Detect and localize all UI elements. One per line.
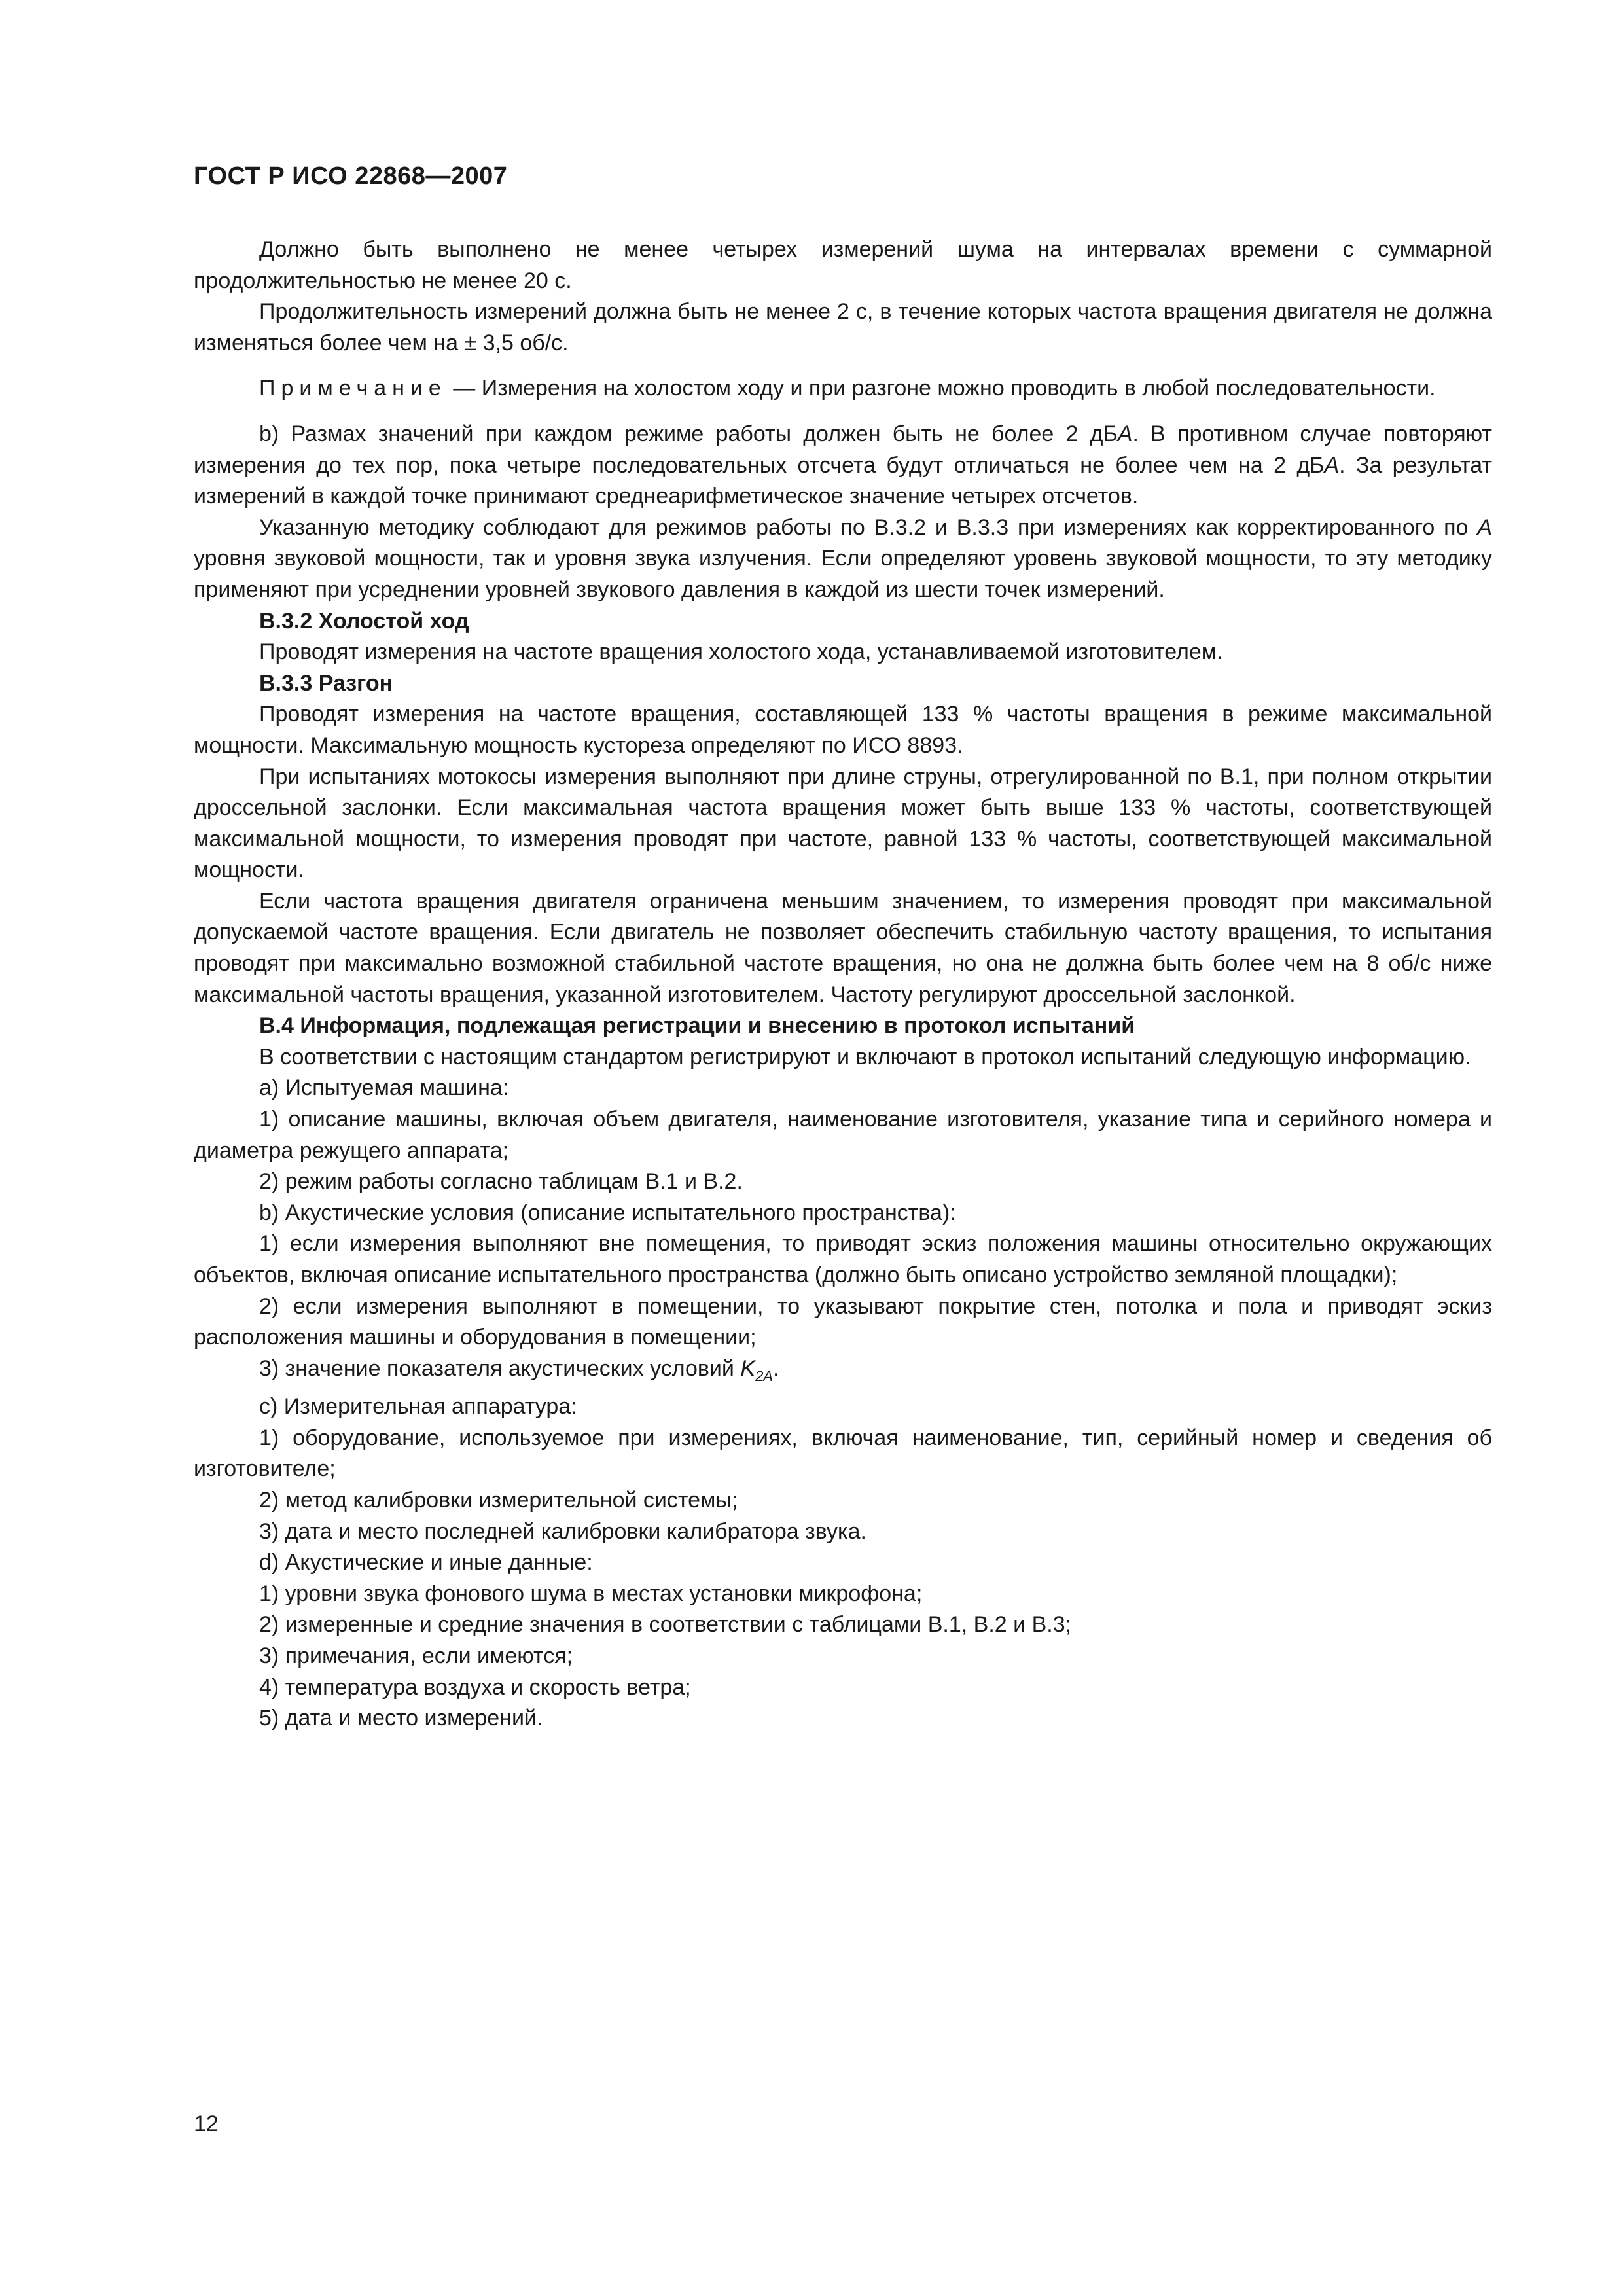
paragraph: Проводят измерения на частоте вращения, составляющей 133 % частоты вращения в режиме максимальной мощности. Максимальную мощность кустореза определяют по ИСО 8893.	[194, 702, 1492, 758]
note-text: — Измерения на холостом ходу и при разгоне можно проводить в любой последовательности.	[446, 376, 1436, 401]
paragraph: Если частота вращения двигателя ограничена меньшим значением, то измерения проводят при максимальной допускаемой частоте вращения. Если двигатель не позволяет обеспечить стабильную частоту вращения, то испытания проводят при максимально возможной стабильной частоте вращения, но она не должна быть более чем на 8 об/с ниже максимальной частоты вращения, указанной изготовителем. Частоту регулируют дроссельной заслонкой.	[194, 888, 1492, 1007]
paragraph: При испытаниях мотокосы измерения выполняют при длине струны, отрегулированной по В.1, при полном открытии дроссельной заслонки. Если максимальная частота вращения может быть выше 133 % частоты, соответствующей максимальной мощности, то измерения проводят при частоте, равной 133 % частоты, соответствующей максимальной мощности.	[194, 764, 1492, 883]
section-heading: В.3.3 Разгон	[259, 670, 393, 696]
list-item: 3) дата и место последней калибровки калибратора звука.	[259, 1518, 866, 1544]
page-number: 12	[194, 2111, 219, 2136]
text-run: 3) значение показателя акустических условий	[259, 1355, 741, 1381]
list-item: b) Акустические условия (описание испытательного пространства):	[259, 1200, 956, 1225]
text-run: .	[772, 1355, 779, 1381]
list-item: а) Испытуемая машина:	[259, 1075, 509, 1101]
italic-symbol: А	[1477, 514, 1492, 540]
list-item: d) Акустические и иные данные:	[259, 1550, 593, 1575]
note	[194, 373, 1492, 404]
list-item: 2) метод калибровки измерительной системы;	[259, 1487, 738, 1513]
section-heading: В.3.2 Холостой ход	[259, 608, 469, 634]
text-run: уровня звуковой мощности, так и уровня звука излучения. Если определяют уровень звуковой мощности, то эту методику применяют при усреднении уровней звукового давления в каждой из шести точек измерений.	[194, 546, 1492, 602]
list-item: 1) описание машины, включая объем двигателя, наименование изготовителя, указание типа и серийного номера и диаметра режущего аппарата;	[194, 1107, 1492, 1163]
italic-symbol: A	[1117, 421, 1133, 446]
section-heading: В.4 Информация, подлежащая регистрации и внесению в протокол испытаний	[259, 1013, 1135, 1039]
paragraph: В соответствии с настоящим стандартом регистрируют и включают в протокол испытаний следующую информацию.	[259, 1044, 1471, 1069]
italic-symbol: A	[1324, 452, 1340, 478]
text-run: . В противном случае повторяют измерения до тех пор, пока четыре последовательных отсчета будут отличаться не более чем на 2 дБ	[194, 421, 1492, 478]
list-item: с) Измерительная аппаратура:	[259, 1394, 577, 1420]
text-run: Указанную методику соблюдают для режимов работы по В.3.2 и В.3.3 при измерениях как корректированного по	[259, 514, 1478, 540]
italic-symbol: K	[740, 1355, 756, 1381]
list-item: 1) оборудование, используемое при измерениях, включая наименование, тип, серийный номер и сведения об изготовителе;	[194, 1425, 1492, 1482]
list-item: 2) измеренные и средние значения в соответствии с таблицами В.1, В.2 и В.3;	[259, 1612, 1072, 1638]
list-item: 3) примечания, если имеются;	[259, 1643, 573, 1668]
document-body	[194, 234, 1492, 1734]
list-item: 2) режим работы согласно таблицам В.1 и В.2.	[259, 1169, 743, 1194]
list-item	[194, 1354, 1492, 1391]
paragraph: Продолжительность измерений должна быть не менее 2 с, в течение которых частота вращения двигателя не должна изменяться более чем на ± 3,5 об/с.	[194, 299, 1492, 355]
list-item: 1) уровни звука фонового шума в местах установки микрофона;	[259, 1581, 923, 1606]
text-run: . За результат измерений в каждой точке принимают среднеарифметическое значение четырех отсчетов.	[194, 452, 1492, 509]
paragraph: Проводят измерения на частоте вращения холостого хода, устанавливаемой изготовителем.	[259, 639, 1223, 665]
list-item: 5) дата и место измерений.	[259, 1706, 543, 1731]
subscript: 2A	[755, 1367, 773, 1384]
list-item: 1) если измерения выполняют вне помещения, то приводят эскиз положения машины относительно окружающих объектов, включая описание испытательного пространства (должно быть описано устройство земляной площадки);	[194, 1231, 1492, 1287]
paragraph: Должно быть выполнено не менее четырех измерений шума на интервалах времени с суммарной продолжительностью не менее 20 с.	[194, 237, 1492, 293]
list-item: 4) температура воздуха и скорость ветра;	[259, 1674, 691, 1700]
document-header: ГОСТ Р ИСО 22868—2007	[194, 162, 508, 190]
paragraph	[194, 419, 1492, 512]
note-label: Примечание	[259, 376, 447, 401]
paragraph	[194, 512, 1492, 606]
text-run: b) Размах значений при каждом режиме работы должен быть не более 2 дБ	[259, 421, 1118, 446]
list-item: 2) если измерения выполняют в помещении, то указывают покрытие стен, потолка и пола и приводят эскиз расположения машины и оборудования в помещении;	[194, 1293, 1492, 1350]
